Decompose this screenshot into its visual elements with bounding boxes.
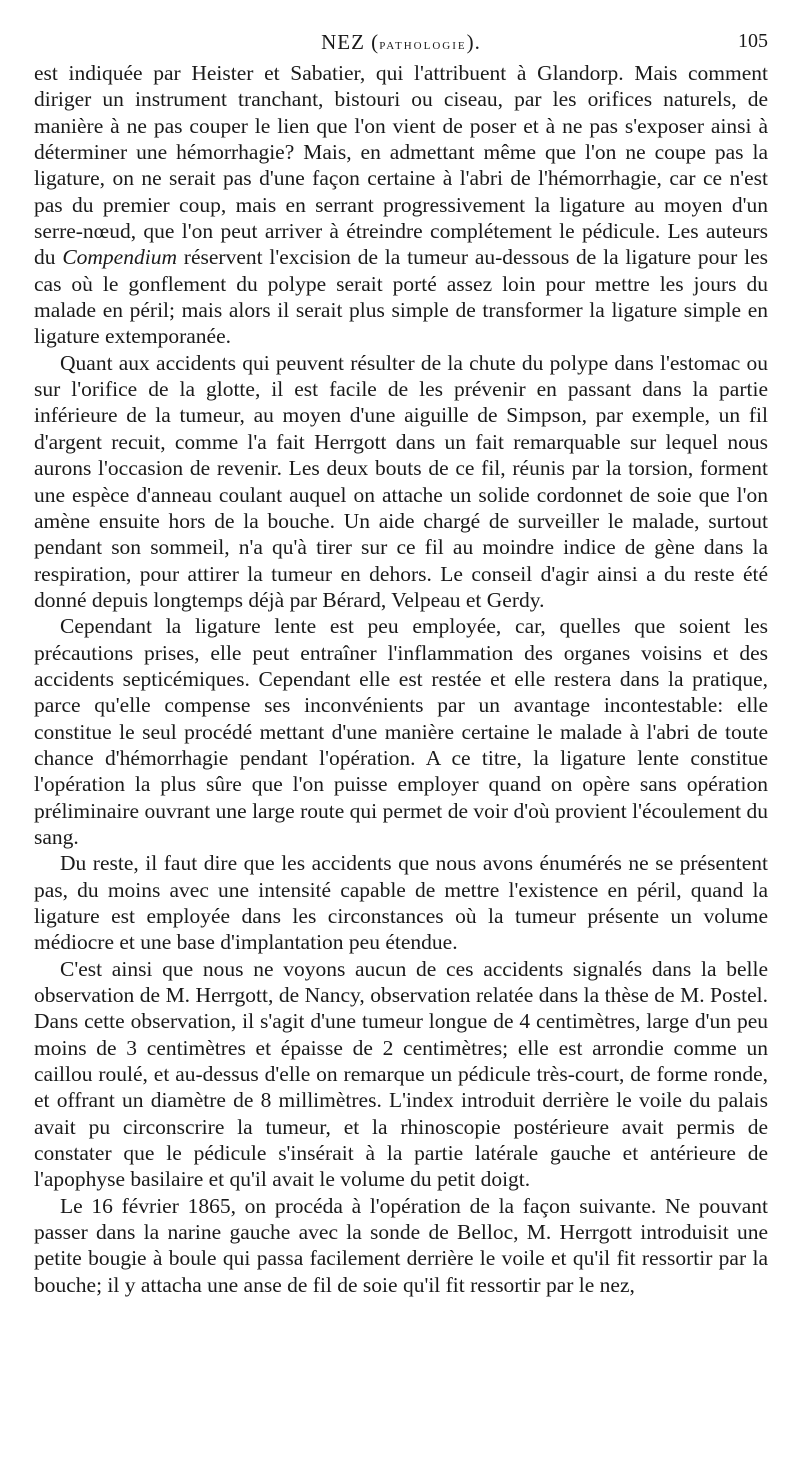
paragraph-6 xyxy=(34,1193,768,1298)
page-number: 105 xyxy=(738,30,768,52)
paragraph-4 xyxy=(34,850,768,955)
running-title xyxy=(34,30,768,55)
paragraph-1 xyxy=(34,60,768,350)
book-page xyxy=(34,26,768,1298)
paragraph-text: réservent l'excision de la tumeur au-dessous de la ligature pour les cas où le gonflement du polype serait porté assez loin pour mettre les jours du malade en péril; mais alors il serait plus simple de transformer la ligature simple en ligature extemporanée. xyxy=(34,245,768,349)
paragraph-text: est indiquée par Heister et Sabatier, qui l'attribuent à Glandorp. Mais comment diriger un instrument tranchant, bistouri ou ciseau, par les orifices naturels, de manière à ne pas couper le lien que l'on vient de poser et à ne pas s'exposer ainsi à déterminer une hémorrhagie? Mais, en admettant même que l'on ne coupe pas la ligature, on ne serait pas d'une façon certaine à l'abri de l'hémorrhagie, car ce n'est pas du premier coup, mais en serrant progressivement la ligature au moyen d'un serre-nœud, que l'on peut arriver à étreindre complétement le pédicule. Les auteurs du xyxy=(34,61,768,270)
running-head xyxy=(34,26,768,60)
paragraph-5 xyxy=(34,956,768,1193)
running-title-end: ). xyxy=(466,30,481,54)
running-title-main: NEZ ( xyxy=(321,30,380,54)
paragraph-text: Du reste, il faut dire que les accidents que nous avons énumérés ne se présentent pas, du moins avec une intensité capable de mettre l'existence en péril, quand la ligature est employée dans les circonstances où la tumeur présente un volume médiocre et une base d'implantation peu étendue. xyxy=(34,851,768,955)
running-title-subject: pathologie xyxy=(379,37,467,53)
paragraph-text: C'est ainsi que nous ne voyons aucun de ces accidents signalés dans la belle observation de M. Herrgott, de Nancy, observation relatée dans la thèse de M. Postel. Dans cette observation, il s'agit d'une tumeur longue de 4 centimètres, large d'un peu moins de 3 centimètres et épaisse de 2 centimètres; elle est arrondie comme un caillou roulé, et au-dessus d'elle on remarque un pédicule très-court, de forme ronde, et offrant un diamètre de 8 millimètres. L'index introduit derrière le voile du palais avait pu circonscrire la tumeur, et la rhinoscopie postérieure avait permis de constater que le pédicule s'insérait à la partie latérale gauche et antérieure de l'apophyse basilaire et qu'il avait le volume du petit doigt. xyxy=(34,956,768,1192)
paragraph-text: Cependant la ligature lente est peu employée, car, quelles que soient les précautions prises, elle peut entraîner l'inflammation des organes voisins et des accidents septicémiques. Cependant elle est restée et elle restera dans la pratique, parce qu'elle compense ses inconvénients par un avantage incontestable: elle constitue le seul procédé mettant d'une manière certaine le malade à l'abri de toute chance d'hémorrhagie pendant l'opération. A ce titre, la ligature lente constitue l'opération la plus sûre que l'on puisse employer quand on opère sans opération préliminaire ouvrant une large route qui permet de voir d'où provient l'écoulement du sang. xyxy=(34,614,768,849)
paragraph-2 xyxy=(34,350,768,613)
paragraph-text: Le 16 février 1865, on procéda à l'opération de la façon suivante. Ne pouvant passer dans la narine gauche avec la sonde de Belloc, M. Herrgott introduisit une petite bougie à boule qui passa facilement derrière le voile et qu'il fit ressortir par la bouche; il y attacha une anse de fil de soie qu'il fit ressortir par le nez, xyxy=(34,1193,768,1297)
body-text xyxy=(34,60,768,1298)
paragraph-text: Quant aux accidents qui peuvent résulter de la chute du polype dans l'estomac ou sur l'orifice de la glotte, il est facile de les prévenir en passant dans la partie inférieure de la tumeur, au moyen d'une aiguille de Simpson, par exemple, un fil d'argent recuit, comme l'a fait Herrgott dans un fait remarquable sur lequel nous aurons l'occasion de revenir. Les deux bouts de ce fil, réunis par la torsion, forment une espèce d'anneau coulant auquel on attache un solide cordonnet de soie que l'on amène ensuite hors de la bouche. Un aide chargé de surveiller le malade, surtout pendant son sommeil, n'a qu'à tirer sur ce fil au moindre indice de gène dans la respiration, pour attirer la tumeur en dehors. Le conseil d'agir ainsi a du reste été donné depuis longtemps déjà par Bérard, Velpeau et Gerdy. xyxy=(34,350,768,612)
italic-title: Compendium xyxy=(62,245,177,270)
paragraph-3 xyxy=(34,613,768,850)
